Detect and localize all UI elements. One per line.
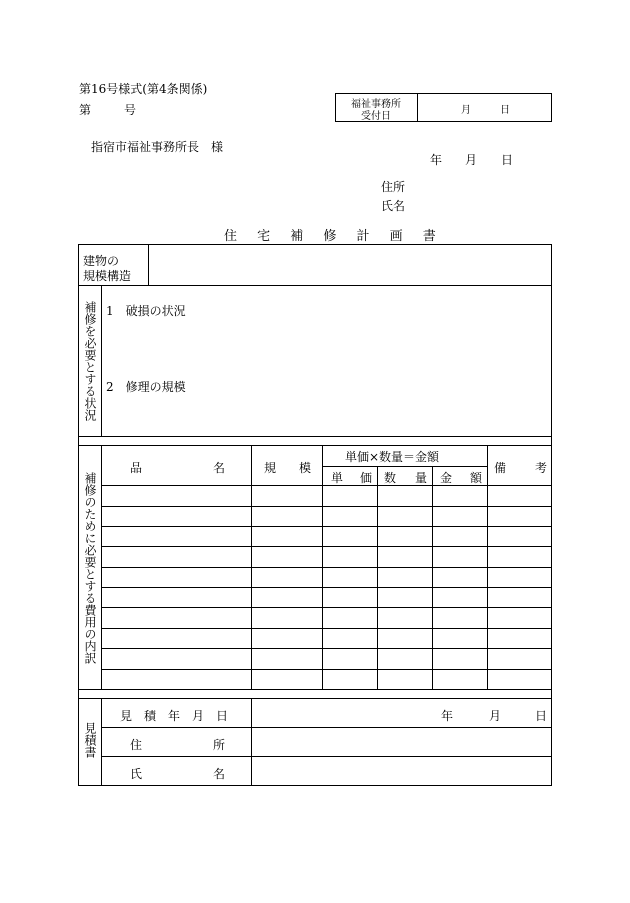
header-unit-a: 単 [331, 471, 344, 485]
header-qty-a: 数 [384, 471, 397, 485]
date-month: 月 [465, 153, 478, 167]
estimate-name-a: 氏 [130, 767, 143, 781]
building-label-line1: 建物の [83, 254, 120, 268]
main-table [78, 244, 552, 786]
header-spec-b: 模 [299, 461, 312, 475]
number-prefix: 第 [79, 103, 92, 117]
estimate-date-label: 見 積 年 月 日 [120, 709, 229, 723]
header-amount-b: 額 [470, 471, 483, 485]
repair-item-damage: 1 破損の状況 [106, 304, 186, 318]
date-year: 年 [430, 153, 443, 167]
document-title: 住 宅 補 修 計 画 書 [224, 229, 444, 244]
estimate-date-year: 年 [441, 709, 454, 723]
building-label-line2: 規模構造 [83, 269, 132, 283]
reception-day: 日 [500, 105, 510, 116]
estimate-address-a: 住 [130, 738, 143, 752]
header-unit-b: 価 [360, 471, 373, 485]
form-number: 第16号様式(第4条関係) [79, 82, 208, 96]
repair-situation-side-label: 補修を必要とする状況 [83, 301, 97, 421]
address-label: 住所 [381, 180, 406, 194]
header-spec-a: 規 [264, 461, 277, 475]
repair-item-scale: 2 修理の規模 [106, 380, 186, 394]
reception-month: 月 [461, 105, 471, 116]
name-label: 氏名 [381, 199, 406, 213]
header-amount-a: 金 [440, 471, 453, 485]
estimate-name-b: 名 [213, 767, 226, 781]
number-suffix: 号 [124, 103, 137, 117]
header-note-a: 備 [494, 461, 507, 475]
estimate-date-month: 月 [489, 709, 502, 723]
estimate-address-b: 所 [213, 738, 226, 752]
header-price-group: 単価×数量＝金額 [345, 450, 440, 464]
header-item-b: 名 [213, 461, 226, 475]
estimate-side-label: 見積書 [83, 722, 97, 758]
reception-label-line1: 福祉事務所 [351, 99, 401, 110]
header-qty-b: 量 [415, 471, 428, 485]
cost-side-label: 補修のために必要とする費用の内訳 [83, 472, 97, 664]
date-day: 日 [501, 153, 514, 167]
header-note-b: 考 [535, 461, 548, 475]
estimate-date-day: 日 [535, 709, 548, 723]
addressee: 指宿市福祉事務所長 様 [91, 140, 224, 154]
header-item-a: 品 [130, 461, 143, 475]
reception-label-line2: 受付日 [361, 111, 391, 122]
